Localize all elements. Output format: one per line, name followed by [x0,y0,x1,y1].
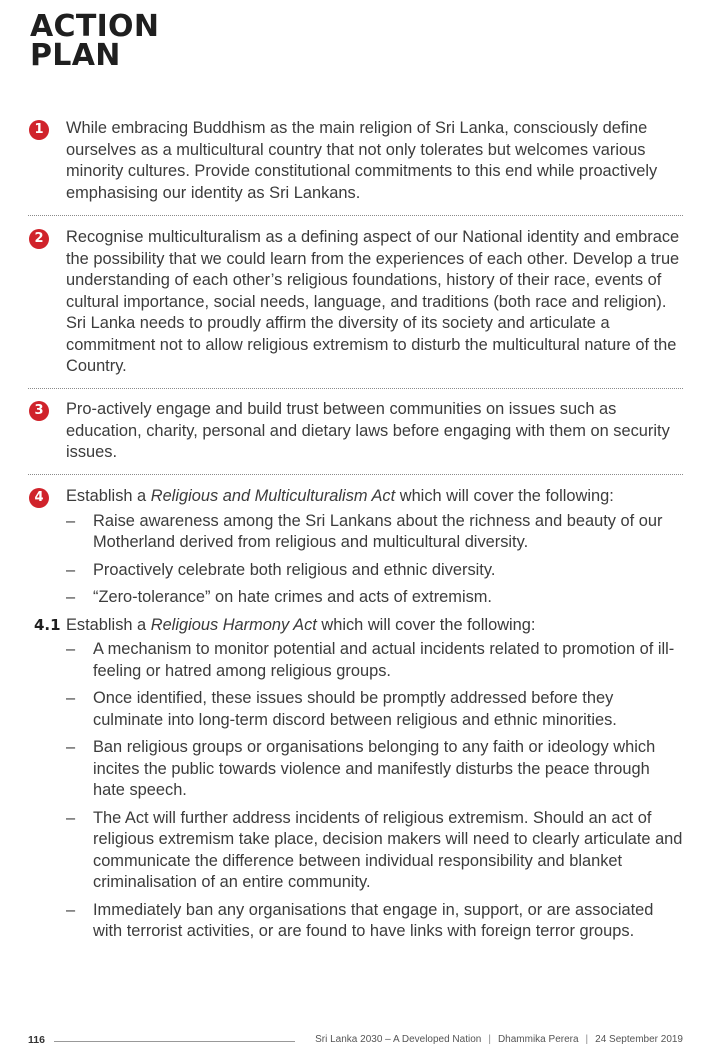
action-item-text: While embracing Buddhism as the main religion of Sri Lanka, consciously define ourselves as a multicultural country that not only tolerates but welcomes various minority cultures. Provide constitutional commitments to this end while proactively emphasising our identity as Sri Lankans. [66,119,658,202]
title-line-2: PLAN [30,38,121,73]
action-item-4 [28,486,683,949]
list-item [66,511,683,554]
number-badge-2: 2 [29,229,49,249]
list-item [66,560,683,582]
bullet-dash: – [66,689,76,707]
list-item [66,587,683,609]
footer-separator: | [585,1034,589,1045]
page-title [30,9,160,73]
publication-date: 24 September 2019 [595,1034,683,1045]
list-item [66,639,683,682]
sub-item-intro [34,615,683,637]
dotted-divider [28,474,683,475]
intro-text: which will cover the following: [316,615,536,634]
page-footer [28,1034,683,1048]
bullet-dash: – [66,640,76,658]
dotted-divider [28,388,683,389]
bullet-dash: – [66,560,76,579]
author-name: Dhammika Perera [497,1034,579,1045]
bullet-dash: – [66,900,76,919]
bullet-list [66,511,683,609]
bullet-text: “Zero-tolerance” on hate crimes and acts of extremism. [93,588,492,606]
list-item [66,900,683,943]
action-item-text: Pro-actively engage and build trust between communities on issues such as education, charity, personal and dietary laws before engaging with them on security issues. [66,400,670,461]
dotted-divider [28,215,683,216]
title-line-1: ACTION [30,9,160,44]
action-item-intro [66,486,683,508]
number-badge-3: 3 [29,401,49,421]
footer-meta [315,1034,683,1045]
bullet-text: A mechanism to monitor potential and actual incidents related to promotion of ill-feeling or hatred among religious groups. [93,640,675,680]
act-name: Religious and Multiculturalism Act [150,487,396,505]
footer-rule [54,1041,295,1042]
bullet-dash: – [66,808,76,827]
intro-text: Establish a [66,615,151,634]
footer-separator: | [488,1034,491,1045]
bullet-dash: – [66,738,76,756]
bullet-list [66,639,683,943]
bullet-text: The Act will further address incidents of religious extremism. Should an act of religious extremism take place, decision makers will need to clearly articulate and communicate the difference between individual responsibility and blanket criminalisation of an entire community. [93,808,683,891]
bullet-text: Raise awareness among the Sri Lankans about the richness and beauty of our Motherland derived from religious and multicultural diversity. [93,511,663,551]
list-item [66,737,683,802]
number-badge-1: 1 [29,120,49,140]
list-item [66,688,683,731]
bullet-dash: – [66,588,76,606]
action-item-text: Recognise multiculturalism as a defining aspect of our National identity and embrace the possibility that we could learn from the experiences of each other. Develop a true understanding of each other’s religious foundations, history of their race, events of cultural importance, social needs, language, and traditions (both race and religion). Sri Lanka needs to proudly affirm the diversity of its society and articulate a commitment not to allow religious extremism to disturb the multicultural nature of the Country. [66,228,680,375]
sub-item-number: 4.1 [34,615,61,634]
bullet-text: Ban religious groups or organisations belonging to any faith or ideology which incites the public towards violence and manifestly disturbs the peace through hate speech. [93,738,656,799]
action-item-1 [28,118,683,204]
page-number: 116 [28,1034,45,1046]
action-item-2 [28,227,683,378]
bullet-text: Proactively celebrate both religious and ethnic diversity. [93,560,496,579]
intro-text: which will cover the following: [395,487,614,505]
list-item [66,808,683,894]
act-name: Religious Harmony Act [150,615,317,634]
bullet-text: Once identified, these issues should be promptly addressed before they culminate into long-term discord between religious and ethnic minorities. [93,689,617,729]
intro-text: Establish a [66,487,151,505]
publication-title: Sri Lanka 2030 – A Developed Nation [315,1034,482,1045]
bullet-text: Immediately ban any organisations that engage in, support, or are associated with terrorist activities, or are found to have links with foreign terror groups. [93,900,654,940]
bullet-dash: – [66,511,76,530]
number-badge-4: 4 [29,488,49,508]
action-item-3 [28,399,683,464]
